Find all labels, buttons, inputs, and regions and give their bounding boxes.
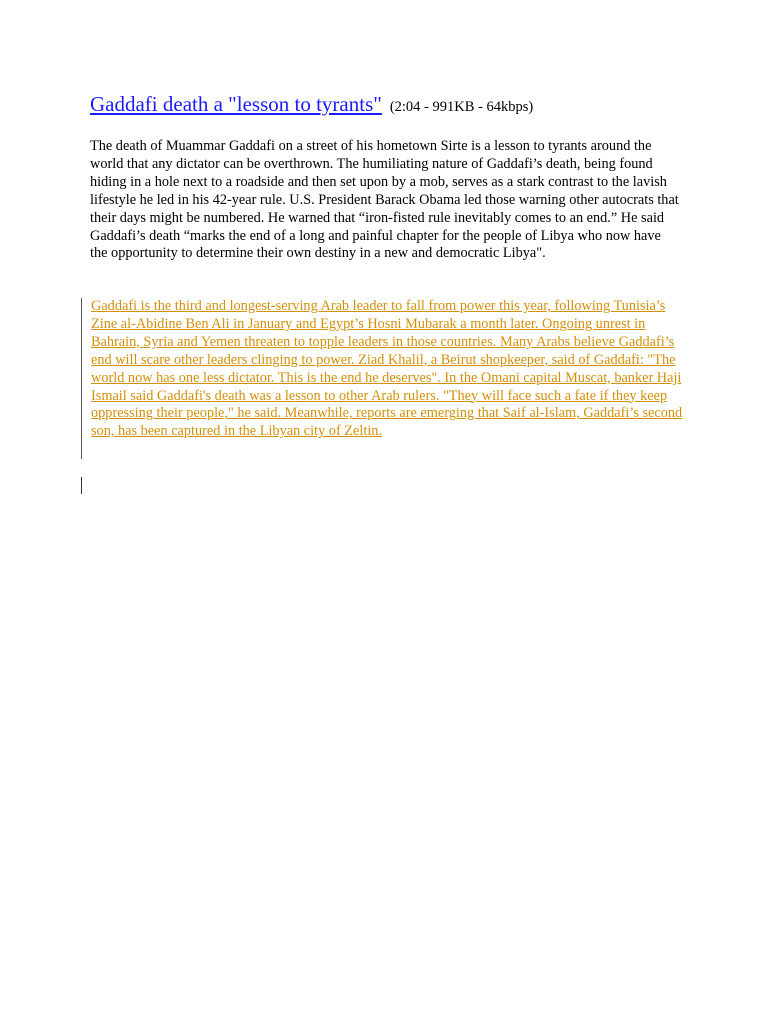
article-paragraph-2-tracked-insertion: Gaddafi is the third and longest-serving Arab leader to fall from power this year, following Tunisia’s Zine al-Abidine Ben Ali in January and Egypt’s Hosni Mubarak a month later. Ongoing unrest in Bahrain, Syria and Yemen threaten to topple leaders in those countries. Many Arabs believe Gaddafi’s end will scare other leaders clinging to power. Ziad Khalil, a Beirut shopkeeper, said of Gaddafi: "The world now has one less dictator. This is the end he deserves". In the Omani capital Muscat, banker Haji Ismail said Gaddafi's death was a lesson to other Arab rulers. "They will face such a fate if they keep oppressing their people," he said. Meanwhile, reports are emerging that Saif al-Islam, Gaddafi’s second son, has been captured in the Libyan city of Zeltin. <box>91 298 683 440</box>
article-heading <box>90 92 690 117</box>
article-title-link[interactable]: Gaddafi death a "lesson to tyrants" <box>90 92 382 116</box>
tracked-change-block <box>81 298 682 459</box>
change-bar-marker <box>81 477 82 494</box>
article-paragraph-1: The death of Muammar Gaddafi on a street of his hometown Sirte is a lesson to tyrants around the world that any dictator can be overthrown. The humiliating nature of Gaddafi’s death, being found hiding in a hole next to a roadside and then set upon by a mob, serves as a stark contrast to the lavish lifestyle he led in his 42-year rule. U.S. President Barack Obama led those warning other autocrats that their days might be numbered. He warned that “iron-fisted rule inevitably comes to an end.” He said Gaddafi’s death “marks the end of a long and painful chapter for the people of Libya who now have the opportunity to determine their own destiny in a new and democratic Libya". <box>90 138 679 262</box>
audio-media-info: (2:04 - 991KB - 64kbps) <box>389 99 534 115</box>
